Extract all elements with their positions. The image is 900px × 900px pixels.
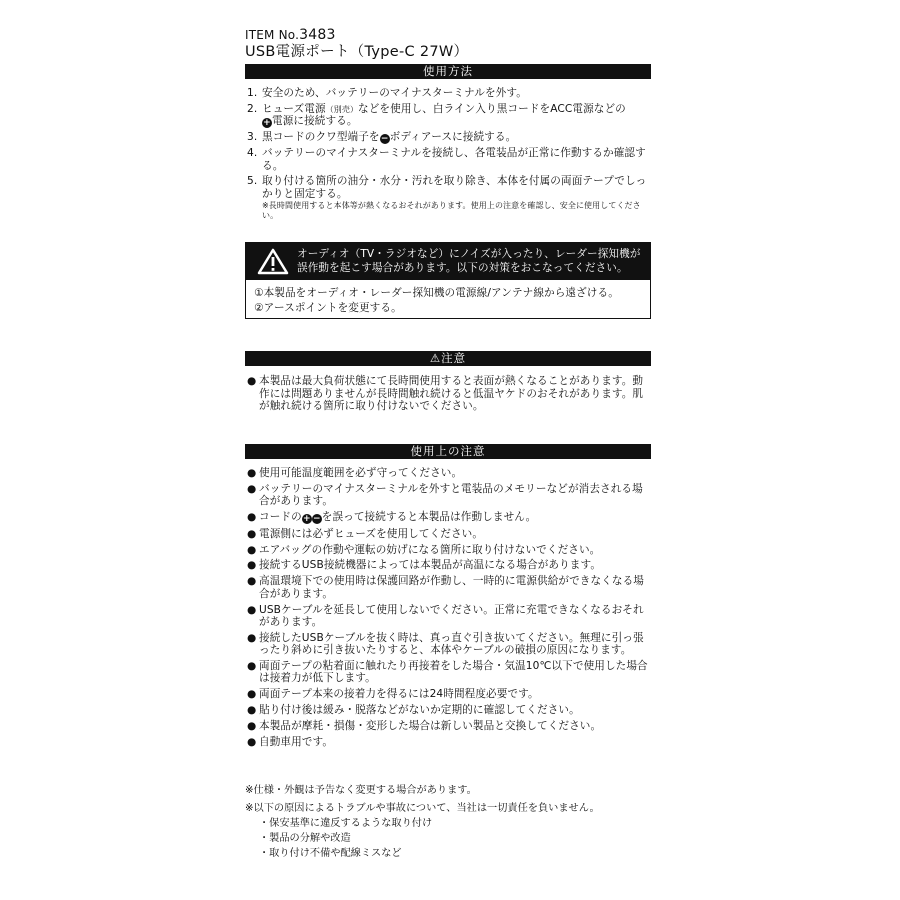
precaution-item: ● 両面テープの粘着面に触れたり再接着をした場合・気温10℃以下で使用した場合は接着力が低下します。 <box>247 659 648 685</box>
warning-triangle-icon <box>257 248 289 279</box>
usage-steps <box>247 87 653 221</box>
precautions-title-bar: 使用上の注意 <box>245 444 651 459</box>
caution-body <box>247 375 653 413</box>
precaution-item: ● 電源側には必ずヒューズを使用してください。 <box>247 527 484 540</box>
disclaimer-cause: ・取り付け不備や配線ミスなど <box>259 848 402 859</box>
product-name: USB電源ポート（Type-C 27W） <box>245 44 469 60</box>
usage-step-3: 3. 黒コードのクワ型端子を−ボディアースに接続する。 <box>247 131 517 145</box>
usage-step-2: 2. ヒューズ電源（別売）などを使用し、白ライン入り黒コードをACC電源などの +電源に接続する。 <box>247 102 626 129</box>
precaution-item: ● 接続するUSB接続機器によっては本製品が高温になる場合があります。 <box>247 559 602 572</box>
usage-title-bar: 使用方法 <box>245 64 651 79</box>
precaution-item: ● 本製品が摩耗・損傷・変形した場合は新しい製品と交換してください。 <box>247 719 602 732</box>
precaution-item: ● 貼り付け後は緩み・脱落などがないか定期的に確認してください。 <box>247 703 580 716</box>
warning-line-1: オーディオ（TV・ラジオなど）にノイズが入ったり、レーダー探知機が <box>297 248 641 260</box>
warning-header <box>245 242 651 280</box>
usage-step-5-note: ※長時間使用すると本体等が熱くなるおそれがあります。使用上の注意を確認し、安全に使用してください。 <box>262 200 641 220</box>
plus-circle-icon: + <box>263 118 271 129</box>
countermeasure-1: ①本製品をオーディオ・レーダー探知機の電源線/アンテナ線から遠ざける。 <box>254 287 619 299</box>
countermeasure-2: ②アースポイントを変更する。 <box>254 302 402 314</box>
item-label: ITEM No. <box>245 28 300 42</box>
usage-step-1: 1. 安全のため、バッテリーのマイナスターミナルを外す。 <box>247 87 527 99</box>
bullet-icon: ● <box>247 375 257 387</box>
disclaimer-cause: ・製品の分解や改造 <box>259 833 351 844</box>
precaution-item: ● 接続したUSBケーブルを抜く時は、真っ直ぐ引き抜いてください。無理に引っ張ったり斜めに引き抜いたりすると、本体やケーブルの破損の原因になります。 <box>247 631 644 657</box>
plus-circle-icon: + <box>302 514 311 525</box>
precaution-item: ● 高温環境下での使用時は保護回路が作動し、一時的に電源供給ができなくなる場合があります。 <box>247 575 644 600</box>
usage-step-5: 5. 取り付ける箇所の油分・水分・汚れを取り除き、本体を付属の両面テープでしっかりと固定する。 ※長時間使用すると本体等が熱くなるおそれがあります。使用上の注意を確認し、安全に使用してください。 <box>247 175 653 220</box>
precaution-item: ● バッテリーのマイナスターミナルを外すと電装品のメモリーなどが消去される場合があります。 <box>247 482 643 508</box>
usage-step-4: 4. バッテリーのマイナスターミナルを接続し、各電装品が正常に作動するか確認する。 <box>247 147 646 172</box>
footer-notes <box>245 783 665 861</box>
precaution-item: ● 使用可能温度範囲を必ず守ってください。 <box>247 467 463 479</box>
caution-text: 本製品は最大負荷状態にて長時間使用すると表面が熱くなることがあります。動作には問題ありませんが長時間触れ続けると低温ヤケドのおそれがあります。肌が触れ続ける箇所に取り付けないでください。 <box>259 375 644 413</box>
precaution-item: ● 両面テープ本来の接着力を得るには24時間程度必要です。 <box>247 688 539 701</box>
caution-title-bar: ⚠注意 <box>245 351 651 366</box>
precautions-list <box>247 467 653 748</box>
disclaimer-cause: ・保安基準に違反するような取り付け <box>259 818 433 829</box>
precaution-item: ● 自動車用です。 <box>247 735 334 748</box>
precaution-item: ● USBケーブルを延長して使用しないでください。正常に充電できなくなるおそれがあります。 <box>247 603 644 628</box>
spec-change-note: ※仕様・外観は予告なく変更する場合があります。 <box>245 785 477 796</box>
minus-circle-icon: − <box>380 134 389 145</box>
minus-circle-icon: − <box>312 514 321 525</box>
warning-line-2: 誤作動を起こす場合があります。以下の対策をおこなってください。 <box>297 262 628 274</box>
warning-countermeasures <box>245 280 651 319</box>
item-number: 3483 <box>299 27 336 43</box>
disclaimer-note: ※以下の原因によるトラブルや事故について、当社は一切責任を負いません。 <box>245 803 600 814</box>
precaution-item-cord: ● コードの+ −を誤って接続すると本製品は作動しません。 <box>247 511 537 525</box>
precaution-item: ● エアバッグの作動や運転の妨げになる箇所に取り付けないでください。 <box>247 543 601 556</box>
